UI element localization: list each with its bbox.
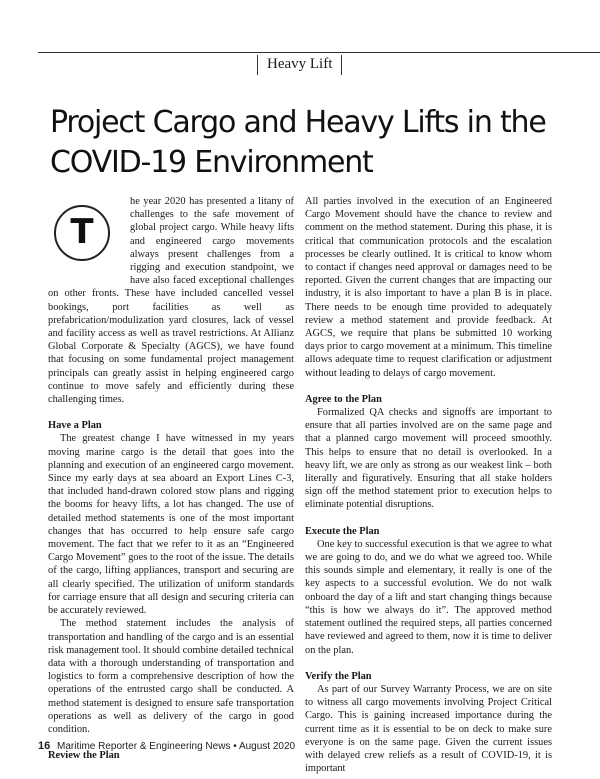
dropcap-letter: T [54,205,110,261]
heading-execute-the-plan: Execute the Plan [305,525,380,537]
article-headline: Project Cargo and Heavy Lifts in the COVID-19 Environment [50,105,546,180]
review-plan-continued: All parties involved in the execution of an Engineered Cargo Movement should have the chance to review and comment on the method statement. During this phase, it is critical that communication protocols and the escalation processes be clearly outlined. It is critical to know whom to contact if changes need approval or damages need to be reported. Given the current changes that are impacting our industry, it is also important to have a plan B is in place. There needs to be enough time provided to adequately review a method statement and provide feedback. At AGCS, we require that plans be submitted 10 working days prior to cargo movement at a minimum. This timeline allows adequate time to request clarification or adjustment without leading to delays of cargo movement. [305,196,552,379]
heading-have-a-plan: Have a Plan [48,420,102,432]
section-tag: Heavy Lift [257,55,342,75]
have-plan-paragraph-2: The method statement includes the analysis of transportation and handling of the cargo and is an essential risk management tool. It should combine detailed technical data with a thorough understanding of transportation and logistics to form a comprehensive description of how the operations of the entrusted cargo shall be conducted. A method statement is designed to ensure safe transportation operations as well as delivery of the cargo in good condition. [48,618,294,735]
heading-review-the-plan: Review the Plan [48,750,120,762]
heading-verify-the-plan: Verify the Plan [305,670,372,682]
verify-plan-paragraph: As part of our Survey Warranty Process, we are on site to witness all cargo movements involving Project Critical Cargo. This is gaining increased importance during the current time as it is essential to be on deck to make sure everyone is on the same page. Given the current issues with delayed crew reliefs as a result of COVID-19, it is important [305,683,552,775]
have-plan-paragraph-1: The greatest change I have witnessed in my years moving marine cargo is the detail that goes into the planning and execution of an engineered cargo movement. Since my early days at sea aboard an Export Lines C-3, that included hand-drawn colored stow plans and rigging the booms for heavy lifts, a lot has changed. The use of detailed method statements is one of the most important changes that has occurred to help ensure safe cargo movement. The fact that we refer to it as an “Engineered Cargo Movement” goes to the root of the issue. The details of the cargo, lifting appliances, transport and securing are all clearly specified. The utilization of uniform standards for carriage ensure that all design and securing criteria can be accurately reviewed. [48,433,294,617]
intro-paragraph: he year 2020 has presented a litany of challenges to the safe movement of global project cargo. While heavy lifts and engineered cargo movements always present challenges from a rigging and execution standpoint, we have also faced exceptional challenges on other fronts. These have included cancelled vessel bookings, port facilities as well as prefabrication/modulization yard closures, lack of vessel and facility access as well as travel restrictions. At Allianz Global Corporate & Specialty (AGCS), we have found that focusing on some fundamental project management principals can greatly assist in helping engineered cargo continue to move safely and efficiently during these challenging times. [48,196,294,406]
top-rule [38,52,600,53]
dropcap-wrapper [46,195,124,275]
heading-agree-to-the-plan: Agree to the Plan [305,393,382,405]
publication-line: Maritime Reporter & Engineering News • August 2020 [57,741,296,752]
page-footer [38,740,295,752]
execute-plan-paragraph: One key to successful execution is that we agree to what we are going to do, and we do what we agreed too. While this sounds simple and elementary, it really is one of the key aspects to a successful evolution. We do not walk onboard the day of a lift and start changing things because “this is how we always do it”. The approved method statement outlined the required steps, all parties concerned have reviewed and agreed to them, now it is time to deliver on the plan. [305,538,552,656]
agree-plan-paragraph: Formalized QA checks and signoffs are important to ensure that all parties involved are on the same page and that a planned cargo movement will proceed smoothly. This helps to ensure that no detail is overlooked. In a heavy lift, we are only as strong as our weakest link – both literally and figuratively. Ensuring that all stake holders sign off the method statement prior to execution helps to eliminate potential disruptions. [305,407,552,511]
page-number: 16 [38,740,51,752]
left-column [48,195,294,762]
right-column [305,195,552,775]
